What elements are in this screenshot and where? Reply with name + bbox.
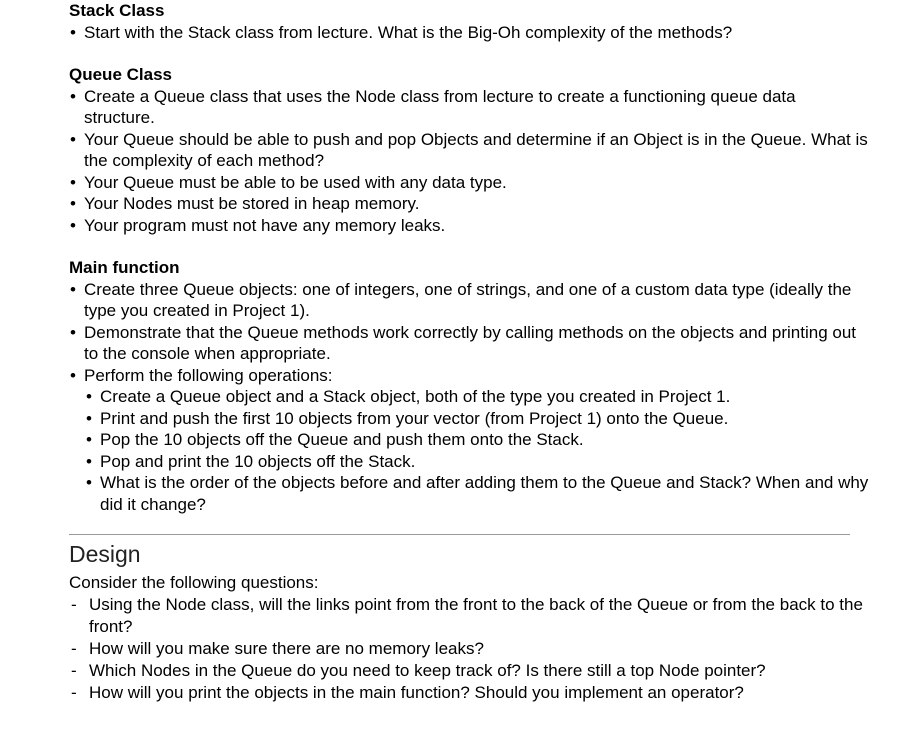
stack-class-list bbox=[69, 22, 869, 44]
question-item: - Using the Node class, will the links point from the front to the back of the Queue or from the back to the front? bbox=[69, 594, 869, 638]
question-item: - Which Nodes in the Queue do you need to keep track of? Is there still a top Node pointer? bbox=[69, 660, 869, 682]
sub-list-item: • Create a Queue object and a Stack object, both of the type you created in Project 1. bbox=[69, 386, 869, 408]
sub-list-item: • Pop the 10 objects off the Queue and push them onto the Stack. bbox=[69, 429, 869, 451]
section-divider bbox=[69, 534, 850, 535]
list-item: • Create three Queue objects: one of integers, one of strings, and one of a custom data type (ideally the type you created in Project 1). bbox=[69, 279, 869, 322]
queue-class-list bbox=[69, 86, 869, 237]
document-page bbox=[69, 0, 869, 704]
sub-list-item: • Print and push the first 10 objects from your vector (from Project 1) onto the Queue. bbox=[69, 408, 869, 430]
list-item: • Demonstrate that the Queue methods work correctly by calling methods on the objects and printing out to the console when appropriate. bbox=[69, 322, 869, 365]
operations-list bbox=[69, 386, 869, 515]
list-item: • Your Nodes must be stored in heap memory. bbox=[69, 193, 869, 215]
list-item: • Your Queue should be able to push and pop Objects and determine if an Object is in the Queue. What is the complexity of each method? bbox=[69, 129, 869, 172]
list-item bbox=[69, 365, 869, 387]
list-item: • Start with the Stack class from lecture. What is the Big-Oh complexity of the methods? bbox=[69, 22, 869, 44]
list-item: • Create a Queue class that uses the Node class from lecture to create a functioning queue data structure. bbox=[69, 86, 869, 129]
question-item: - How will you print the objects in the main function? Should you implement an operator? bbox=[69, 682, 869, 704]
design-heading: Design bbox=[69, 541, 141, 567]
sub-list-item: • What is the order of the objects before and after adding them to the Queue and Stack? When and why did it change? bbox=[69, 472, 869, 515]
list-item: • Your Queue must be able to be used with any data type. bbox=[69, 172, 869, 194]
question-item: - How will you make sure there are no memory leaks? bbox=[69, 638, 869, 660]
queue-class-heading: Queue Class bbox=[69, 65, 172, 84]
list-item-text: Perform the following operations: bbox=[84, 365, 333, 385]
design-intro: Consider the following questions: bbox=[69, 573, 319, 592]
stack-class-heading: Stack Class bbox=[69, 1, 165, 20]
main-function-heading: Main function bbox=[69, 258, 180, 277]
list-item: • Your program must not have any memory leaks. bbox=[69, 215, 869, 237]
sub-list-item: • Pop and print the 10 objects off the Stack. bbox=[69, 451, 869, 473]
design-questions-list bbox=[69, 594, 869, 704]
main-function-list bbox=[69, 279, 869, 387]
